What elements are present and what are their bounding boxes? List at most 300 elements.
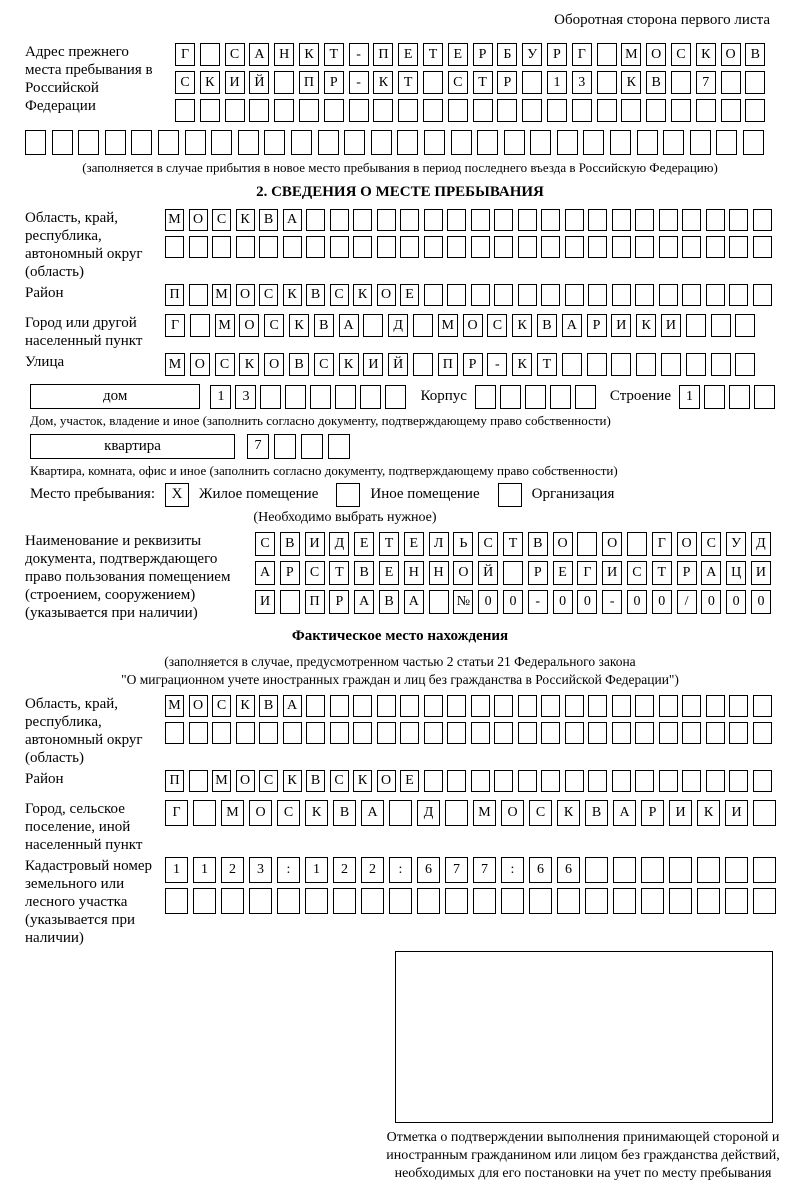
char-cell[interactable] xyxy=(504,130,525,155)
char-cell[interactable]: Д xyxy=(388,314,408,337)
char-cell[interactable]: 0 xyxy=(627,590,647,614)
char-cell[interactable]: С xyxy=(305,561,325,585)
char-cell[interactable] xyxy=(753,800,776,826)
char-cell[interactable] xyxy=(711,314,731,337)
apartment-type-box[interactable]: квартира xyxy=(30,434,235,459)
char-cell[interactable]: И xyxy=(255,590,275,614)
char-cell[interactable] xyxy=(475,385,496,409)
char-cell[interactable] xyxy=(735,353,755,376)
char-cell[interactable] xyxy=(333,888,356,914)
char-cell[interactable]: 0 xyxy=(652,590,672,614)
char-cell[interactable]: Т xyxy=(652,561,672,585)
char-cell[interactable] xyxy=(706,284,725,306)
char-cell[interactable] xyxy=(353,695,372,717)
char-cell[interactable] xyxy=(635,695,654,717)
char-cell[interactable]: С xyxy=(448,71,468,94)
char-cell[interactable]: И xyxy=(225,71,245,94)
char-cell[interactable]: Й xyxy=(388,353,408,376)
char-cell[interactable] xyxy=(585,857,608,883)
char-cell[interactable] xyxy=(612,209,631,231)
char-cell[interactable] xyxy=(621,99,641,122)
char-cell[interactable]: С xyxy=(627,561,647,585)
char-cell[interactable] xyxy=(78,130,99,155)
char-cell[interactable]: К xyxy=(236,695,255,717)
char-cell[interactable]: С xyxy=(212,209,231,231)
char-cell[interactable] xyxy=(417,888,440,914)
char-cell[interactable]: С xyxy=(264,314,284,337)
char-cell[interactable] xyxy=(706,722,725,744)
char-cell[interactable]: 0 xyxy=(751,590,771,614)
char-cell[interactable] xyxy=(635,770,654,792)
char-cell[interactable]: Т xyxy=(537,353,557,376)
char-cell[interactable]: С xyxy=(277,800,300,826)
char-cell[interactable] xyxy=(641,888,664,914)
char-cell[interactable] xyxy=(587,353,607,376)
char-cell[interactable] xyxy=(398,99,418,122)
char-cell[interactable] xyxy=(189,236,208,258)
char-cell[interactable]: К xyxy=(339,353,359,376)
char-cell[interactable] xyxy=(413,314,433,337)
char-cell[interactable] xyxy=(200,43,220,66)
char-cell[interactable]: 0 xyxy=(701,590,721,614)
char-cell[interactable] xyxy=(627,532,647,556)
char-cell[interactable] xyxy=(193,888,216,914)
char-cell[interactable]: В xyxy=(306,284,325,306)
char-cell[interactable]: 1 xyxy=(193,857,216,883)
char-cell[interactable]: 6 xyxy=(557,857,580,883)
char-cell[interactable] xyxy=(659,236,678,258)
char-cell[interactable]: О xyxy=(553,532,573,556)
char-cell[interactable]: Е xyxy=(553,561,573,585)
char-cell[interactable] xyxy=(635,209,654,231)
char-cell[interactable]: 7 xyxy=(473,857,496,883)
char-cell[interactable] xyxy=(588,770,607,792)
char-cell[interactable]: К xyxy=(289,314,309,337)
char-cell[interactable] xyxy=(671,99,691,122)
char-cell[interactable]: О xyxy=(239,314,259,337)
char-cell[interactable]: О xyxy=(721,43,741,66)
char-cell[interactable] xyxy=(424,209,443,231)
char-cell[interactable]: О xyxy=(453,561,473,585)
char-cell[interactable] xyxy=(575,385,596,409)
char-cell[interactable]: И xyxy=(611,314,631,337)
char-cell[interactable]: В xyxy=(354,561,374,585)
char-cell[interactable]: И xyxy=(602,561,622,585)
char-cell[interactable] xyxy=(661,353,681,376)
char-cell[interactable]: С xyxy=(330,284,349,306)
char-cell[interactable] xyxy=(541,695,560,717)
char-cell[interactable] xyxy=(613,888,636,914)
char-cell[interactable] xyxy=(131,130,152,155)
char-cell[interactable]: К xyxy=(557,800,580,826)
char-cell[interactable]: В xyxy=(289,353,309,376)
char-cell[interactable]: О xyxy=(501,800,524,826)
char-cell[interactable] xyxy=(697,888,720,914)
char-cell[interactable]: 0 xyxy=(478,590,498,614)
char-cell[interactable] xyxy=(663,130,684,155)
char-cell[interactable]: И xyxy=(751,561,771,585)
char-cell[interactable] xyxy=(165,236,184,258)
char-cell[interactable]: Ц xyxy=(726,561,746,585)
char-cell[interactable]: М xyxy=(221,800,244,826)
char-cell[interactable] xyxy=(541,722,560,744)
char-cell[interactable] xyxy=(754,385,775,409)
char-cell[interactable] xyxy=(471,209,490,231)
char-cell[interactable]: С xyxy=(701,532,721,556)
char-cell[interactable] xyxy=(550,385,571,409)
char-cell[interactable] xyxy=(471,695,490,717)
char-cell[interactable]: 2 xyxy=(333,857,356,883)
char-cell[interactable] xyxy=(283,236,302,258)
char-cell[interactable]: Р xyxy=(463,353,483,376)
char-cell[interactable] xyxy=(471,770,490,792)
char-cell[interactable]: Р xyxy=(280,561,300,585)
char-cell[interactable]: 7 xyxy=(445,857,468,883)
char-cell[interactable]: Г xyxy=(165,800,188,826)
char-cell[interactable] xyxy=(494,236,513,258)
char-cell[interactable] xyxy=(448,99,468,122)
char-cell[interactable] xyxy=(377,695,396,717)
char-cell[interactable] xyxy=(447,695,466,717)
char-cell[interactable] xyxy=(424,722,443,744)
char-cell[interactable]: А xyxy=(354,590,374,614)
char-cell[interactable] xyxy=(363,314,383,337)
char-cell[interactable] xyxy=(274,99,294,122)
char-cell[interactable]: К xyxy=(283,284,302,306)
char-cell[interactable] xyxy=(494,770,513,792)
char-cell[interactable]: Г xyxy=(572,43,592,66)
char-cell[interactable] xyxy=(706,209,725,231)
char-cell[interactable]: О xyxy=(377,770,396,792)
char-cell[interactable] xyxy=(612,695,631,717)
char-cell[interactable] xyxy=(503,561,523,585)
char-cell[interactable] xyxy=(597,71,617,94)
char-cell[interactable] xyxy=(659,209,678,231)
char-cell[interactable]: С xyxy=(478,532,498,556)
char-cell[interactable]: 1 xyxy=(547,71,567,94)
char-cell[interactable]: А xyxy=(283,695,302,717)
char-cell[interactable] xyxy=(291,130,312,155)
char-cell[interactable] xyxy=(659,695,678,717)
char-cell[interactable] xyxy=(494,284,513,306)
char-cell[interactable] xyxy=(447,236,466,258)
char-cell[interactable]: 3 xyxy=(572,71,592,94)
char-cell[interactable]: А xyxy=(404,590,424,614)
char-cell[interactable]: Т xyxy=(473,71,493,94)
char-cell[interactable] xyxy=(686,314,706,337)
char-cell[interactable]: У xyxy=(726,532,746,556)
char-cell[interactable]: Л xyxy=(429,532,449,556)
char-cell[interactable] xyxy=(690,130,711,155)
char-cell[interactable]: К xyxy=(636,314,656,337)
char-cell[interactable] xyxy=(729,385,750,409)
char-cell[interactable]: № xyxy=(453,590,473,614)
char-cell[interactable] xyxy=(249,888,272,914)
char-cell[interactable] xyxy=(353,236,372,258)
char-cell[interactable] xyxy=(260,385,281,409)
char-cell[interactable] xyxy=(577,532,597,556)
char-cell[interactable] xyxy=(541,770,560,792)
char-cell[interactable] xyxy=(221,888,244,914)
char-cell[interactable]: О xyxy=(264,353,284,376)
char-cell[interactable] xyxy=(385,385,406,409)
char-cell[interactable] xyxy=(518,284,537,306)
char-cell[interactable]: П xyxy=(165,284,184,306)
char-cell[interactable] xyxy=(280,590,300,614)
char-cell[interactable] xyxy=(557,888,580,914)
char-cell[interactable] xyxy=(389,888,412,914)
char-cell[interactable] xyxy=(501,888,524,914)
char-cell[interactable]: К xyxy=(697,800,720,826)
char-cell[interactable]: К xyxy=(299,43,319,66)
char-cell[interactable]: 3 xyxy=(235,385,256,409)
char-cell[interactable] xyxy=(424,770,443,792)
char-cell[interactable] xyxy=(397,130,418,155)
char-cell[interactable] xyxy=(447,209,466,231)
char-cell[interactable]: И xyxy=(305,532,325,556)
char-cell[interactable]: Н xyxy=(429,561,449,585)
char-cell[interactable] xyxy=(400,722,419,744)
char-cell[interactable] xyxy=(360,385,381,409)
char-cell[interactable]: 0 xyxy=(726,590,746,614)
char-cell[interactable]: Р xyxy=(528,561,548,585)
char-cell[interactable]: 1 xyxy=(679,385,700,409)
char-cell[interactable]: С xyxy=(255,532,275,556)
char-cell[interactable] xyxy=(706,695,725,717)
char-cell[interactable]: 2 xyxy=(221,857,244,883)
char-cell[interactable] xyxy=(301,434,323,459)
char-cell[interactable] xyxy=(189,722,208,744)
char-cell[interactable]: Д xyxy=(751,532,771,556)
char-cell[interactable]: В xyxy=(280,532,300,556)
char-cell[interactable]: - xyxy=(528,590,548,614)
char-cell[interactable]: Р xyxy=(329,590,349,614)
char-cell[interactable] xyxy=(588,284,607,306)
char-cell[interactable]: К xyxy=(512,314,532,337)
char-cell[interactable] xyxy=(612,284,631,306)
char-cell[interactable] xyxy=(753,722,772,744)
char-cell[interactable] xyxy=(611,353,631,376)
char-cell[interactable]: К xyxy=(305,800,328,826)
char-cell[interactable] xyxy=(236,722,255,744)
char-cell[interactable]: С xyxy=(225,43,245,66)
char-cell[interactable]: Б xyxy=(497,43,517,66)
char-cell[interactable] xyxy=(522,71,542,94)
char-cell[interactable]: В xyxy=(528,532,548,556)
char-cell[interactable]: К xyxy=(512,353,532,376)
char-cell[interactable] xyxy=(330,722,349,744)
char-cell[interactable]: Й xyxy=(249,71,269,94)
char-cell[interactable] xyxy=(518,770,537,792)
char-cell[interactable]: 7 xyxy=(696,71,716,94)
char-cell[interactable] xyxy=(324,99,344,122)
char-cell[interactable] xyxy=(597,99,617,122)
char-cell[interactable] xyxy=(500,385,521,409)
char-cell[interactable] xyxy=(729,284,748,306)
char-cell[interactable] xyxy=(612,236,631,258)
char-cell[interactable] xyxy=(447,770,466,792)
char-cell[interactable] xyxy=(377,722,396,744)
char-cell[interactable] xyxy=(585,888,608,914)
char-cell[interactable]: Т xyxy=(398,71,418,94)
checkbox-residential[interactable]: X xyxy=(165,483,189,507)
checkbox-organization[interactable] xyxy=(498,483,522,507)
char-cell[interactable] xyxy=(445,800,468,826)
char-cell[interactable]: Р xyxy=(677,561,697,585)
char-cell[interactable] xyxy=(729,770,748,792)
char-cell[interactable]: В xyxy=(314,314,334,337)
char-cell[interactable] xyxy=(277,888,300,914)
char-cell[interactable]: М xyxy=(473,800,496,826)
char-cell[interactable] xyxy=(377,209,396,231)
char-cell[interactable] xyxy=(583,130,604,155)
char-cell[interactable]: Р xyxy=(497,71,517,94)
char-cell[interactable] xyxy=(716,130,737,155)
char-cell[interactable] xyxy=(557,130,578,155)
char-cell[interactable]: В xyxy=(259,209,278,231)
char-cell[interactable]: С xyxy=(671,43,691,66)
char-cell[interactable] xyxy=(610,130,631,155)
char-cell[interactable] xyxy=(225,99,245,122)
char-cell[interactable]: П xyxy=(438,353,458,376)
char-cell[interactable] xyxy=(541,236,560,258)
char-cell[interactable]: О xyxy=(377,284,396,306)
char-cell[interactable]: П xyxy=(299,71,319,94)
char-cell[interactable]: 6 xyxy=(417,857,440,883)
char-cell[interactable] xyxy=(743,130,764,155)
char-cell[interactable]: А xyxy=(249,43,269,66)
char-cell[interactable] xyxy=(306,236,325,258)
char-cell[interactable]: С xyxy=(212,695,231,717)
char-cell[interactable] xyxy=(274,434,296,459)
char-cell[interactable]: В xyxy=(306,770,325,792)
char-cell[interactable]: К xyxy=(696,43,716,66)
char-cell[interactable]: К xyxy=(200,71,220,94)
char-cell[interactable] xyxy=(565,722,584,744)
char-cell[interactable] xyxy=(597,43,617,66)
char-cell[interactable] xyxy=(25,130,46,155)
char-cell[interactable] xyxy=(541,284,560,306)
char-cell[interactable]: Р xyxy=(587,314,607,337)
char-cell[interactable] xyxy=(264,130,285,155)
char-cell[interactable] xyxy=(659,770,678,792)
char-cell[interactable] xyxy=(377,236,396,258)
char-cell[interactable] xyxy=(696,99,716,122)
char-cell[interactable] xyxy=(445,888,468,914)
char-cell[interactable] xyxy=(424,695,443,717)
char-cell[interactable] xyxy=(753,857,776,883)
char-cell[interactable] xyxy=(328,434,350,459)
char-cell[interactable] xyxy=(389,800,412,826)
char-cell[interactable]: С xyxy=(529,800,552,826)
char-cell[interactable] xyxy=(697,857,720,883)
char-cell[interactable] xyxy=(310,385,331,409)
char-cell[interactable]: И xyxy=(669,800,692,826)
char-cell[interactable] xyxy=(473,99,493,122)
char-cell[interactable]: Р xyxy=(324,71,344,94)
char-cell[interactable] xyxy=(635,722,654,744)
char-cell[interactable]: О xyxy=(463,314,483,337)
char-cell[interactable]: 7 xyxy=(247,434,269,459)
char-cell[interactable] xyxy=(238,130,259,155)
char-cell[interactable] xyxy=(646,99,666,122)
char-cell[interactable]: О xyxy=(236,770,255,792)
char-cell[interactable] xyxy=(562,353,582,376)
char-cell[interactable]: : xyxy=(389,857,412,883)
char-cell[interactable] xyxy=(659,284,678,306)
char-cell[interactable]: Т xyxy=(503,532,523,556)
char-cell[interactable]: М xyxy=(212,284,231,306)
char-cell[interactable] xyxy=(669,888,692,914)
char-cell[interactable] xyxy=(400,695,419,717)
char-cell[interactable]: - xyxy=(349,71,369,94)
char-cell[interactable] xyxy=(721,99,741,122)
char-cell[interactable] xyxy=(285,385,306,409)
char-cell[interactable] xyxy=(306,722,325,744)
char-cell[interactable] xyxy=(423,71,443,94)
char-cell[interactable]: В xyxy=(745,43,765,66)
char-cell[interactable]: Г xyxy=(165,314,185,337)
char-cell[interactable]: - xyxy=(349,43,369,66)
char-cell[interactable] xyxy=(424,236,443,258)
char-cell[interactable] xyxy=(518,209,537,231)
char-cell[interactable]: В xyxy=(537,314,557,337)
char-cell[interactable] xyxy=(547,99,567,122)
char-cell[interactable] xyxy=(306,695,325,717)
char-cell[interactable] xyxy=(361,888,384,914)
char-cell[interactable] xyxy=(659,722,678,744)
char-cell[interactable]: : xyxy=(277,857,300,883)
char-cell[interactable]: С xyxy=(487,314,507,337)
char-cell[interactable] xyxy=(612,722,631,744)
char-cell[interactable] xyxy=(704,385,725,409)
char-cell[interactable] xyxy=(185,130,206,155)
char-cell[interactable] xyxy=(635,284,654,306)
char-cell[interactable] xyxy=(424,130,445,155)
char-cell[interactable]: 0 xyxy=(503,590,523,614)
char-cell[interactable]: А xyxy=(283,209,302,231)
char-cell[interactable]: С xyxy=(259,770,278,792)
char-cell[interactable]: А xyxy=(613,800,636,826)
char-cell[interactable] xyxy=(565,770,584,792)
char-cell[interactable]: А xyxy=(339,314,359,337)
char-cell[interactable]: О xyxy=(677,532,697,556)
char-cell[interactable] xyxy=(753,770,772,792)
char-cell[interactable] xyxy=(212,722,231,744)
char-cell[interactable] xyxy=(518,695,537,717)
char-cell[interactable] xyxy=(613,857,636,883)
char-cell[interactable]: В xyxy=(646,71,666,94)
char-cell[interactable] xyxy=(588,236,607,258)
char-cell[interactable] xyxy=(335,385,356,409)
char-cell[interactable] xyxy=(330,236,349,258)
char-cell[interactable]: А xyxy=(701,561,721,585)
char-cell[interactable] xyxy=(211,130,232,155)
char-cell[interactable] xyxy=(588,722,607,744)
char-cell[interactable] xyxy=(189,284,208,306)
char-cell[interactable] xyxy=(588,695,607,717)
char-cell[interactable]: К xyxy=(373,71,393,94)
house-type-box[interactable]: дом xyxy=(30,384,200,409)
char-cell[interactable]: Г xyxy=(175,43,195,66)
char-cell[interactable] xyxy=(612,770,631,792)
char-cell[interactable] xyxy=(274,71,294,94)
char-cell[interactable]: С xyxy=(215,353,235,376)
char-cell[interactable]: - xyxy=(602,590,622,614)
char-cell[interactable]: Д xyxy=(329,532,349,556)
char-cell[interactable]: И xyxy=(661,314,681,337)
char-cell[interactable]: К xyxy=(621,71,641,94)
